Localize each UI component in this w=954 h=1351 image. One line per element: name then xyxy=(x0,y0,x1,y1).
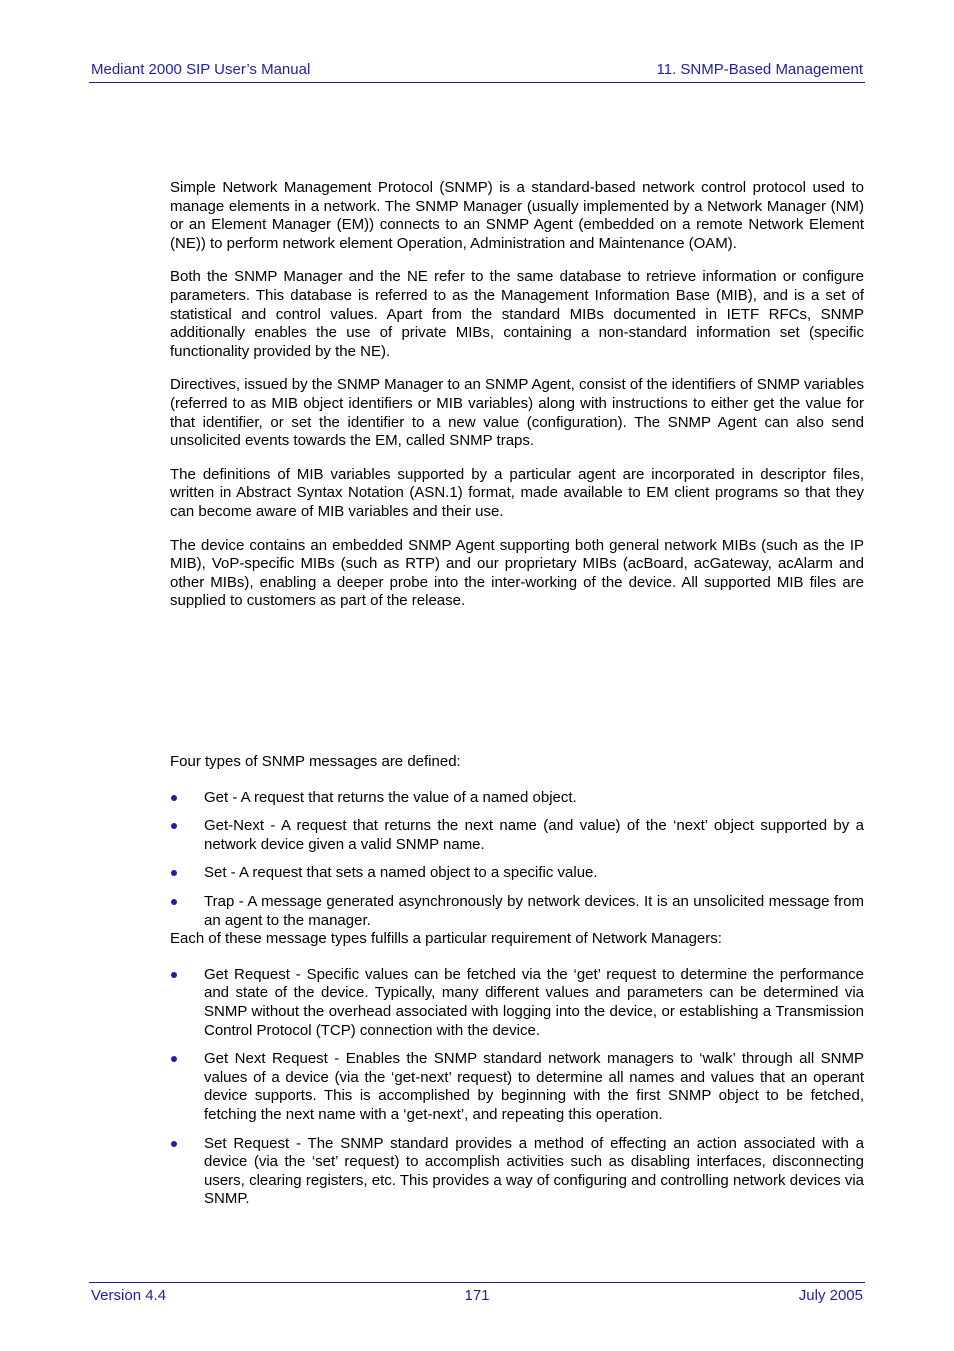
list-item-text: Trap - A message generated asynchronously by network devices. It is an unsolicited message from an agent to the manager. xyxy=(204,892,864,929)
bullet-icon xyxy=(171,899,177,905)
list-item xyxy=(170,893,864,930)
list-item xyxy=(170,789,864,808)
bullet-icon xyxy=(171,870,177,876)
list-item xyxy=(170,966,864,1040)
footer-page-number: 171 xyxy=(464,1287,490,1304)
list-item xyxy=(170,817,864,854)
requirements-intro: Each of these message types fulfills a particular requirement of Network Managers: xyxy=(170,930,722,948)
list-item-text: Get-Next - A request that returns the next name (and value) of the ‘next’ object supported by a network device given a valid SNMP name. xyxy=(204,817,864,853)
bullet-icon xyxy=(171,972,177,978)
list-item-text: Get - A request that returns the value of a named object. xyxy=(204,788,577,806)
footer-version: Version 4.4 xyxy=(91,1287,167,1304)
page-footer xyxy=(89,1282,865,1307)
header-manual-title: Mediant 2000 SIP User’s Manual xyxy=(91,61,311,78)
paragraph: The definitions of MIB variables supported by a particular agent are incorporated in descriptor files, written in Abstract Syntax Notation (ASN.1) format, made available to EM client programs so that they can become aware of MIB variables and their use. xyxy=(170,465,864,520)
paragraph: Both the SNMP Manager and the NE refer to the same database to retrieve information or configure parameters. This database is referred to as the Management Information Base (MIB), and is a set of statistical and control values. Apart from the standard MIBs documented in IETF RFCs, SNMP additionally enables the use of private MIBs, containing a non-standard information set (specific functionality provided by the NE). xyxy=(170,268,864,360)
list-item-text: Set Request - The SNMP standard provides a method of effecting an action associated with a device (via the ‘set’ request) to accomplish activities such as disabling interfaces, disconnecting users, clearing registers, etc. This provides a way of configuring and controlling network devices via SNMP. xyxy=(204,1134,864,1208)
page-header xyxy=(89,61,865,83)
paragraph: Simple Network Management Protocol (SNMP) is a standard-based network control protocol used to manage elements in a network. The SNMP Manager (usually implemented by a Network Manager (NM) or an Element Manager (EM)) connects to an SNMP Agent (embedded on a remote Network Element (NE)) to perform network element Operation, Administration and Maintenance (OAM). xyxy=(170,179,864,252)
message-types-intro: Four types of SNMP messages are defined: xyxy=(170,753,461,770)
section-snmp-message-types xyxy=(170,753,864,1219)
list-item xyxy=(170,1050,864,1124)
paragraph: The device contains an embedded SNMP Agent supporting both general network MIBs (such as the IP MIB), VoP-specific MIBs (such as RTP) and our proprietary MIBs (acBoard, acGateway, acAlarm and other MIBs), enabling a deeper probe into the inter-working of the device. All supported MIB files are supplied to customers as part of the release. xyxy=(170,536,864,610)
header-chapter-title: 11. SNMP-Based Management xyxy=(656,61,863,78)
list-item-text: Set - A request that sets a named object to a specific value. xyxy=(204,864,598,882)
list-item xyxy=(170,1135,864,1209)
footer-date: July 2005 xyxy=(798,1287,863,1304)
section-snmp-overview xyxy=(170,179,864,626)
bullet-icon xyxy=(171,1141,177,1147)
bullet-icon xyxy=(171,795,177,801)
list-item-text: Get Next Request - Enables the SNMP standard network managers to ‘walk’ through all SNMP values of a device (via the ‘get-next’ request) to determine all names and values that an operant device supports. This is accomplished by beginning with the first SNMP object to be fetched, fetching the next name with a ‘get-next’, and repeating this operation. xyxy=(204,1050,864,1123)
paragraph: Directives, issued by the SNMP Manager to an SNMP Agent, consist of the identifiers of SNMP variables (referred to as MIB object identifiers or MIB variables) along with instructions to either get the value for that identifier, or set the identifier to a new value (configuration). The SNMP Agent can also send unsolicited events towards the EM, called SNMP traps. xyxy=(170,376,864,450)
list-item xyxy=(170,864,864,883)
bullet-icon xyxy=(171,1056,177,1062)
bullet-icon xyxy=(171,823,177,829)
list-item-text: Get Request - Specific values can be fetched via the ‘get’ request to determine the performance and state of the device. Typically, many different values and parameters can be determined via SNMP without the overhead associated with logging into the device, or establishing a Transmission Control Protocol (TCP) connection with the device. xyxy=(204,965,864,1039)
